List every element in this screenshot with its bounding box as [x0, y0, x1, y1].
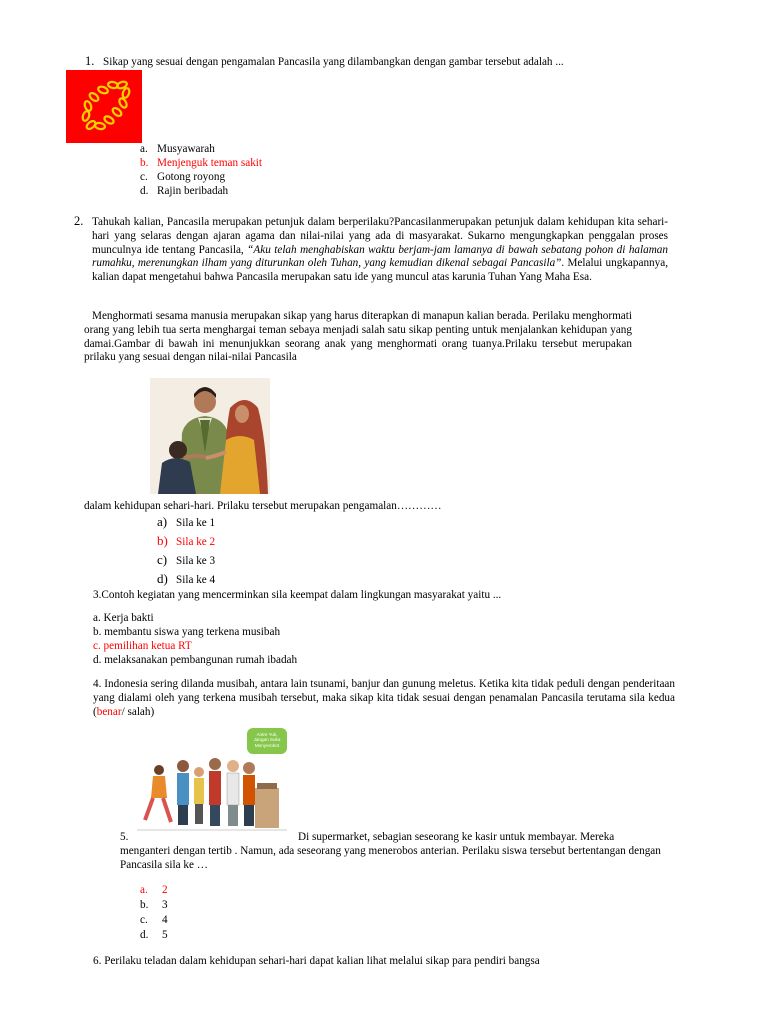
q1-option-c[interactable]: c. Gotong royong	[140, 171, 226, 183]
q1-option-b[interactable]: b. Menjenguk teman sakit	[140, 157, 263, 169]
q5-option-d[interactable]: d. 5	[140, 929, 168, 941]
queue-people-illustration	[137, 728, 287, 832]
q1-question: Sikap yang sesuai dengan pengamalan Pancasila yang dilambangkan dengan gambar tersebut adalah ...	[103, 56, 564, 68]
q4-answer[interactable]: benar	[96, 705, 122, 718]
q3-option-c[interactable]: c. pemilihan ketua RT	[93, 640, 192, 652]
speech-bubble	[247, 728, 287, 754]
speech-bubble-text: Antre Yuk, Jangan Suka Menyerobot	[253, 732, 281, 748]
q3-option-d[interactable]: d. melaksanakan pembangunan rumah ibadah	[93, 654, 298, 666]
q5-option-b[interactable]: b. 3	[140, 899, 168, 911]
q6-text: 6. Perilaku teladan dalam kehidupan sehari-hari dapat kalian lihat melalui sikap para pendiri bangsa	[93, 955, 540, 967]
q5-option-c[interactable]: c. 4	[140, 914, 168, 926]
q2-option-b[interactable]: b) Sila ke 2	[157, 533, 216, 548]
q2-option-a[interactable]: a) Sila ke 1	[157, 514, 216, 529]
q3-option-b[interactable]: b. membantu siswa yang terkena musibah	[93, 626, 281, 638]
family-handshake-illustration	[150, 378, 270, 494]
q2-paragraph-1: Tahukah kalian, Pancasila merupakan petunjuk dalam berperilaku?Pancasilanmerupakan petunjuk dalam kehidupan kita sehari-hari yang selaras dengan ajaran agama dan nilai-nilai yang ada di masyarakat. Sukarno mengungkapkan penggalan proses munculnya ide tentang Pancasila, “Aku telah menghabiskan waktu berjam-jam lamanya di bawah sebatang pohon di halaman rumahku, merenungkan ilham yang diturunkan oleh Tuhan, yang kemudian dikenal sebagai Pancasila”. Melalui ungkapannya, kalian dapat mengetahui bahwa Pancasila merupakan satu ide yang muncul atas karunia Tuhan Yang Maha Esa.	[92, 216, 668, 284]
q2-number: 2.	[74, 214, 84, 228]
q5-number: 5.	[120, 831, 129, 843]
q5-text-rest: menganteri dengan tertib . Namun, ada seseorang yang menerobos anterian. Perilaku siswa tersebut bertentangan dengan Pancasila sila ke …	[120, 845, 661, 871]
q1-option-d[interactable]: d. Rajin beribadah	[140, 185, 229, 197]
chain-symbol-icon	[66, 70, 142, 143]
q2-paragraph-2: Menghormati sesama manusia merupakan sikap yang harus diterapkan di manapun kalian berada. Perilaku menghormati orang yang lebih tua serta menghargai teman sebaya menjadi salah satu sikap penting untuk menjalankan kehidupan yang damai.Gambar di bawah ini menunjukkan seorang anak yang menghormati orang tuanya.Prilaku tersebut merupakan prilaku yang sesuai dengan nilai-nilai Pancasila	[84, 310, 632, 364]
q3-question: 3.Contoh kegiatan yang mencerminkan sila keempat dalam lingkungan masyarakat yaitu ...	[93, 589, 502, 601]
q3-option-a[interactable]: a. Kerja bakti	[93, 612, 154, 624]
q2-after-image-text: dalam kehidupan sehari-hari. Prilaku tersebut merupakan pengamalan…………	[84, 500, 442, 512]
q2-sukarno-quote: “Aku telah menghabiskan waktu berjam-jam lamanya di bawah sebatang pohon di halaman rumahku, merenungkan ilham yang diturunkan oleh Tuhan, yang kemudian dikenal sebagai Pancasila”	[92, 243, 668, 270]
q5-text-first: Di supermarket, sebagian seseorang ke kasir untuk membayar. Mereka	[298, 831, 615, 843]
q1-number: 1.	[85, 54, 95, 68]
q1-option-a[interactable]: a. Musyawarah	[140, 143, 215, 155]
q5-option-a[interactable]: a. 2	[140, 884, 168, 896]
q2-option-d[interactable]: d) Sila ke 4	[157, 571, 216, 586]
q2-option-c[interactable]: c) Sila ke 3	[157, 552, 216, 567]
q4-text: 4. Indonesia sering dilanda musibah, antara lain tsunami, banjur dan gunung meletus. Ketika kita tidak peduli dengan penderitaan yang dialami oleh yang terkena musibah tersebut, maka sikap kita tidak sesuai dengan penamalan Pancasila terutama sila kedua (benar/ salah)	[93, 678, 675, 718]
